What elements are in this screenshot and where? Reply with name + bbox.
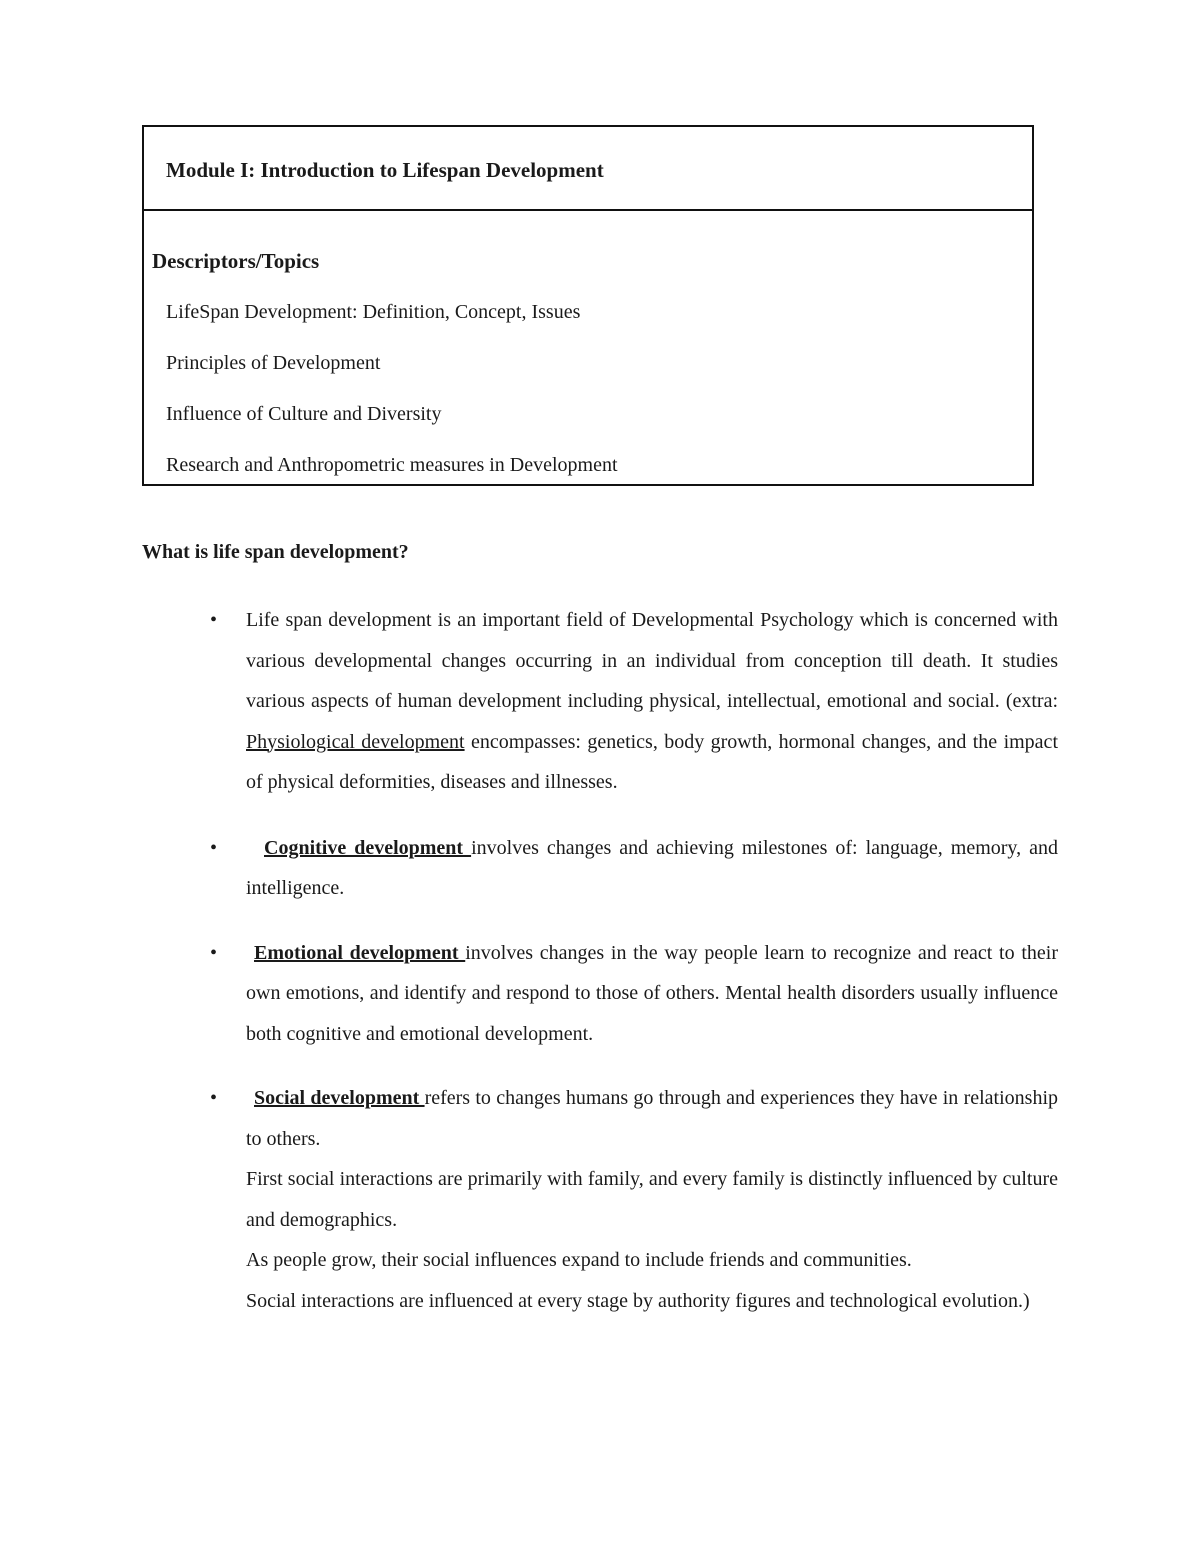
bullet-text: refers to changes humans go through and experiences they have in relationship to others. <box>246 1087 1058 1150</box>
bullet-marker: • <box>210 1087 218 1109</box>
term-cognitive: Cognitive development <box>264 836 472 859</box>
bullet-emotional <box>210 933 1058 1055</box>
underlined-term: Physiological development <box>246 730 465 753</box>
bullet-marker: • <box>210 609 218 631</box>
bullet-marker: • <box>210 836 218 859</box>
module-header-cell <box>144 127 1032 211</box>
bullet-marker: • <box>210 941 218 964</box>
section-heading: What is life span development? <box>142 541 409 563</box>
social-para-4: Social interactions are influenced at every stage by authority figures and technological evolution.) <box>246 1289 1030 1312</box>
social-para-2: First social interactions are primarily with family, and every family is distinctly influenced by culture and demographics. <box>246 1168 1058 1231</box>
module-topics-cell <box>144 211 1032 478</box>
topic-item: Influence of Culture and Diversity <box>166 403 442 425</box>
social-para-1 <box>246 1078 1058 1159</box>
bullet-cognitive <box>210 828 1058 909</box>
social-para-3: As people grow, their social influences expand to include friends and communities. <box>246 1249 912 1271</box>
bullet-list <box>0 600 1200 1321</box>
topic-item: Research and Anthropometric measures in Development <box>166 454 618 476</box>
term-emotional: Emotional development <box>254 941 466 964</box>
module-table <box>142 125 1034 486</box>
bullet-life-span <box>210 600 1058 803</box>
module-title: Module I: Introduction to Lifespan Development <box>166 157 604 182</box>
topic-list <box>144 299 1032 478</box>
bullet-text: involves changes in the way people learn to recognize and react to their own emotions, and identify and respond to those of others. Mental health disorders usually influence both cognitive and emotional development. <box>246 941 1058 1045</box>
topics-heading: Descriptors/Topics <box>152 249 320 273</box>
bullet-text-continued: encompasses: genetics, body growth, hormonal changes, and the impact of physical deformities, diseases and illnesses. <box>246 730 1058 793</box>
bullet-social <box>210 1078 1058 1321</box>
bullet-text: Life span development is an important field of Developmental Psychology which is concerned with various developmental changes occurring in an individual from conception till death. It studies various aspects of human development including physical, intellectual, emotional and social. (extra: <box>246 609 1058 712</box>
term-social: Social development <box>254 1087 425 1109</box>
bullet-text: involves changes and achieving milestones of: language, memory, and intelligence. <box>246 836 1058 899</box>
topic-item: Principles of Development <box>166 352 381 374</box>
topic-item: LifeSpan Development: Definition, Concept, Issues <box>166 301 581 323</box>
